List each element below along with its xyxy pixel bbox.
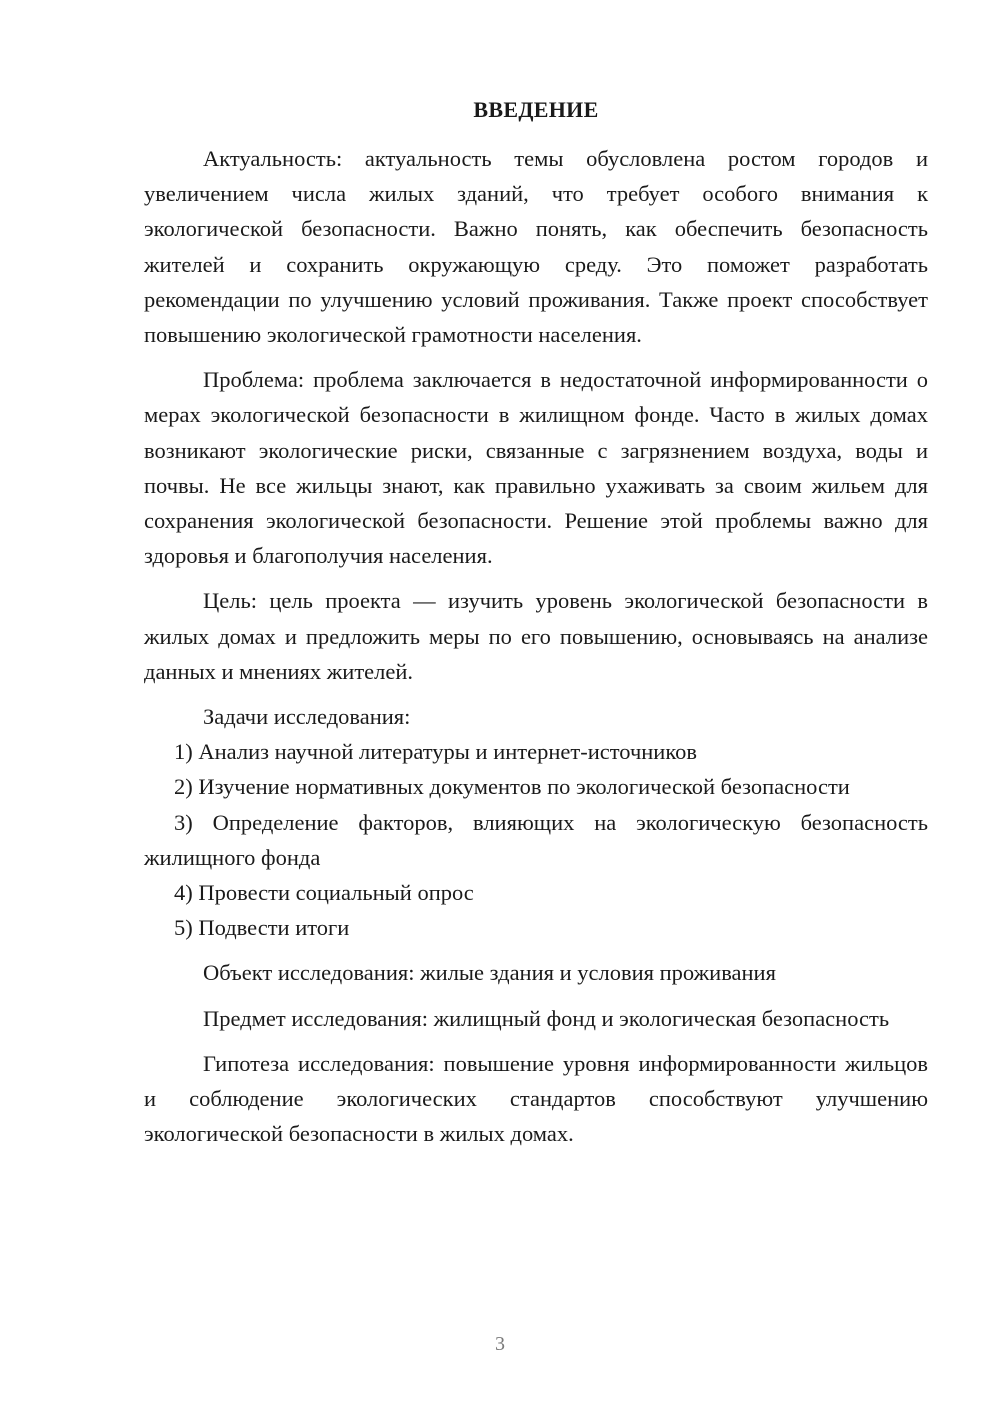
section-title: ВВЕДЕНИЕ <box>473 97 599 122</box>
page-content <box>144 92 928 1151</box>
task-item-1: 1) Анализ научной литературы и интернет-источников <box>174 739 698 765</box>
task-item-4: 4) Провести социальный опрос <box>174 880 474 906</box>
object-paragraph: Объект исследования: жилые здания и условия проживания <box>203 960 776 986</box>
tasks-heading: Задачи исследования: <box>203 704 411 730</box>
page-number: 3 <box>495 1333 505 1355</box>
task-item-5: 5) Подвести итоги <box>174 915 350 941</box>
hypothesis-paragraph: Гипотеза исследования: повышение уровня информированности жильцов и соблюдение экологических стандартов способствуют улучшению экологической безопасности в жилых домах. <box>144 1050 928 1147</box>
problem-paragraph: Проблема: проблема заключается в недостаточной информированности о мерах экологической безопасности в жилищном фонде. Часто в жилых домах возникают экологические риски, связанные с загрязнением воздуха, воды и почвы. Не все жильцы знают, как правильно ухаживать за своим жильем для сохранения экологической безопасности. Решение этой проблемы важно для здоровья и благополучия населения. <box>144 367 928 569</box>
task-item-2: 2) Изучение нормативных документов по экологической безопасности <box>174 774 850 800</box>
relevance-paragraph: Актуальность: актуальность темы обусловлена ростом городов и увеличением числа жилых зданий, что требует особого внимания к экологической безопасности. Важно понять, как обеспечить безопасность жителей и сохранить окружающую среду. Это поможет разработать рекомендации по улучшению условий проживания. Также проект способствует повышению экологической грамотности населения. <box>144 146 928 348</box>
task-item-3: 3) Определение факторов, влияющих на экологическую безопасность жилищного фонда <box>144 809 928 870</box>
goal-paragraph: Цель: цель проекта — изучить уровень экологической безопасности в жилых домах и предложить меры по его повышению, основываясь на анализе данных и мнениях жителей. <box>144 588 928 684</box>
subject-paragraph: Предмет исследования: жилищный фонд и экологическая безопасность <box>203 1005 890 1031</box>
